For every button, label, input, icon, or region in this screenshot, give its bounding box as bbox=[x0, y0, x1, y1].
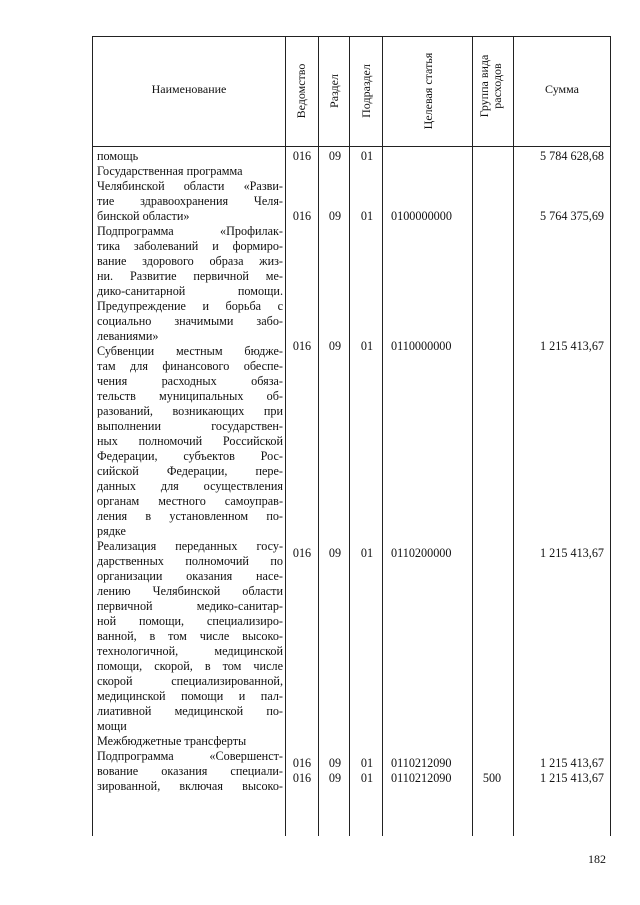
name-line: чения расходных обяза- bbox=[97, 374, 283, 388]
name-line: Предупреждение и борьба с bbox=[97, 299, 283, 313]
cell-summa: 5 784 628,68 bbox=[540, 149, 604, 163]
name-line: Реализация переданных госу- bbox=[97, 539, 283, 553]
name-line: ления в установленном по- bbox=[97, 509, 283, 523]
name-line: вание здорового образа жиз- bbox=[97, 254, 283, 268]
name-line: помощь bbox=[97, 149, 139, 163]
name-line: Подпрограмма «Профилак- bbox=[97, 224, 283, 238]
header-summa: Сумма bbox=[545, 82, 579, 96]
cell-celevaya-statya: 0110200000 bbox=[391, 546, 452, 560]
cell-podrazdel: 01 bbox=[360, 546, 374, 560]
name-line: леваниями» bbox=[97, 329, 159, 343]
cell-celevaya-statya: 0110212090 bbox=[391, 771, 452, 785]
cell-vedomstvo: 016 bbox=[292, 209, 312, 223]
name-line: технологичной, медицинской bbox=[97, 644, 283, 658]
cell-gruppa-vida: 500 bbox=[482, 771, 502, 785]
table-left-border bbox=[92, 36, 93, 836]
header-gruppa-vida-line1: Группа вида bbox=[477, 54, 491, 118]
cell-podrazdel: 01 bbox=[360, 339, 374, 353]
name-line: тика заболеваний и формиро- bbox=[97, 239, 283, 253]
cell-summa: 5 764 375,69 bbox=[540, 209, 604, 223]
cell-vedomstvo: 016 bbox=[292, 546, 312, 560]
name-line: там для финансового обеспе- bbox=[97, 359, 283, 373]
name-line: Федерации, субъектов Рос- bbox=[97, 449, 283, 463]
name-line: Подпрограмма «Совершенст- bbox=[97, 749, 283, 763]
cell-celevaya-statya: 0100000000 bbox=[391, 209, 452, 223]
header-vedomstvo: Ведомство bbox=[294, 63, 308, 119]
name-line: выполнении государствен- bbox=[97, 419, 283, 433]
name-line: мощи bbox=[97, 719, 127, 733]
cell-celevaya-statya: 0110212090 bbox=[391, 756, 452, 770]
col-divider-celevaya bbox=[382, 36, 383, 836]
name-line: бинской области» bbox=[97, 209, 190, 223]
cell-vedomstvo: 016 bbox=[292, 149, 312, 163]
name-line: медицинской помощи и пал- bbox=[97, 689, 283, 703]
name-line: рядке bbox=[97, 524, 126, 538]
name-line: вование оказания специали- bbox=[97, 764, 283, 778]
header-razdel: Раздел bbox=[327, 74, 341, 108]
name-line: Межбюджетные трансферты bbox=[97, 734, 247, 748]
table-right-border bbox=[610, 36, 611, 836]
name-line: тельств муниципальных об- bbox=[97, 389, 283, 403]
cell-summa: 1 215 413,67 bbox=[540, 546, 604, 560]
col-divider-podrazdel bbox=[349, 36, 350, 836]
header-celevaya-statya: Целевая статья bbox=[421, 52, 435, 130]
name-line: ни. Развитие первичной ме- bbox=[97, 269, 283, 283]
name-line: данных для осуществления bbox=[97, 479, 283, 493]
cell-podrazdel: 01 bbox=[360, 149, 374, 163]
name-line: ванной, в том числе высоко- bbox=[97, 629, 283, 643]
col-divider-ved bbox=[285, 36, 286, 836]
cell-celevaya-statya: 0110000000 bbox=[391, 339, 452, 353]
name-line: дико-санитарной помощи. bbox=[97, 284, 283, 298]
col-divider-vid bbox=[472, 36, 473, 836]
cell-podrazdel: 01 bbox=[360, 209, 374, 223]
name-line: разований, возникающих при bbox=[97, 404, 283, 418]
name-line: ных полномочий Российской bbox=[97, 434, 283, 448]
name-line: скорой специализированной, bbox=[97, 674, 283, 688]
table-top-border bbox=[92, 36, 611, 37]
name-line: ной помощи, специализиро- bbox=[97, 614, 283, 628]
name-line: сийской Федерации, пере- bbox=[97, 464, 283, 478]
header-podrazdel: Подраздел bbox=[359, 64, 373, 118]
cell-summa: 1 215 413,67 bbox=[540, 771, 604, 785]
cell-razdel: 09 bbox=[328, 756, 342, 770]
name-line: первичной медико-санитар- bbox=[97, 599, 283, 613]
header-gruppa-vida-line2: расходов bbox=[490, 63, 504, 109]
name-line: Государственная программа bbox=[97, 164, 243, 178]
page-number: 182 bbox=[588, 852, 606, 866]
cell-razdel: 09 bbox=[328, 209, 342, 223]
cell-vedomstvo: 016 bbox=[292, 771, 312, 785]
name-line: Челябинской области «Разви- bbox=[97, 179, 283, 193]
cell-vedomstvo: 016 bbox=[292, 756, 312, 770]
cell-podrazdel: 01 bbox=[360, 756, 374, 770]
header-bottom-border bbox=[92, 146, 611, 147]
header-naimenovanie: Наименование bbox=[151, 82, 227, 96]
name-line: дарственных полномочий по bbox=[97, 554, 283, 568]
name-line: помощи, скорой, в том числе bbox=[97, 659, 283, 673]
cell-vedomstvo: 016 bbox=[292, 339, 312, 353]
name-line: тие здравоохранения Челя- bbox=[97, 194, 283, 208]
name-line: организации оказания насе- bbox=[97, 569, 283, 583]
name-line: органам местного самоуправ- bbox=[97, 494, 283, 508]
cell-razdel: 09 bbox=[328, 771, 342, 785]
cell-summa: 1 215 413,67 bbox=[540, 756, 604, 770]
cell-razdel: 09 bbox=[328, 149, 342, 163]
name-line: социально значимыми забо- bbox=[97, 314, 283, 328]
name-line: Субвенции местным бюдже- bbox=[97, 344, 283, 358]
name-line: лению Челябинской области bbox=[97, 584, 283, 598]
name-line: лиативной медицинской по- bbox=[97, 704, 283, 718]
cell-podrazdel: 01 bbox=[360, 771, 374, 785]
cell-razdel: 09 bbox=[328, 339, 342, 353]
cell-summa: 1 215 413,67 bbox=[540, 339, 604, 353]
cell-razdel: 09 bbox=[328, 546, 342, 560]
name-line: зированной, включая высоко- bbox=[97, 779, 283, 793]
col-divider-razdel bbox=[318, 36, 319, 836]
